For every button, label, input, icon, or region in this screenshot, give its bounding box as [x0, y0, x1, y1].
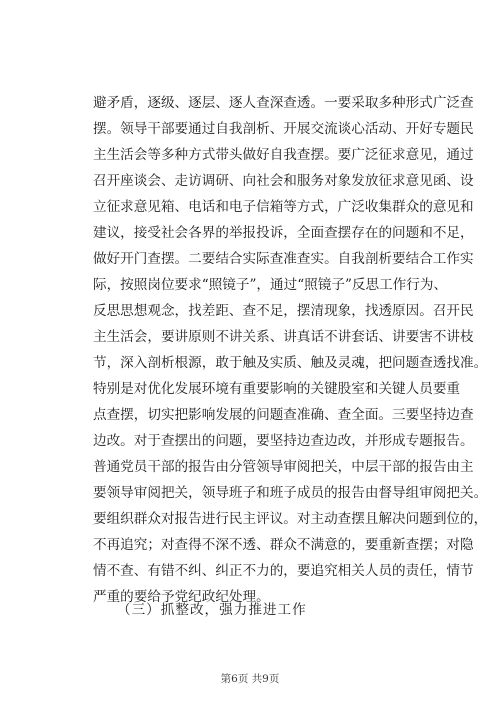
text-line: 主生活会，要讲原则不讲关系、讲真话不讲套话、讲要害不讲枝 — [93, 329, 474, 345]
page-footer: 第6页 共9页 — [220, 673, 280, 685]
text-line: 要领导审阅把关，领导班子和班子成员的报告由督导组审阅把关。 — [93, 485, 488, 501]
text-line: 特别是对优化发展环境有重要影响的关键股室和关键人员要重 — [93, 381, 461, 397]
text-line: 做好开门查摆。二要结合实际查准查实。自我剖析要结合工作实 — [93, 251, 474, 267]
section-heading: （三）抓整改，强力推进工作 — [117, 602, 307, 618]
text-line: 立征求意见箱、电话和电子信箱等方式，广泛收集群众的意见和 — [93, 199, 474, 215]
text-line: 情不查、有错不纠、纠正不力的，要追究相关人员的责任，情节 — [93, 563, 474, 579]
text-line: 要组织群众对报告进行民主评议。对主动查摆且解决问题到位的， — [93, 511, 488, 527]
text-line: 际，按照岗位要求“照镜子”，通过“照镜子”反思工作行为、 — [93, 277, 448, 293]
text-line: 主生活会等多种方式带头做好自我查摆。要广泛征求意见，通过 — [93, 147, 474, 163]
body-paragraph — [93, 90, 488, 610]
text-line: 普通党员干部的报告由分管领导审阅把关，中层干部的报告由主 — [93, 459, 474, 475]
text-line: 严重的要给予党纪政纪处理。 — [93, 589, 270, 605]
text-line: 避矛盾，逐级、逐层、逐人查深查透。一要采取多种形式广泛查 — [93, 95, 474, 111]
text-line: 召开座谈会、走访调研、向社会和服务对象发放征求意见函、设 — [93, 173, 474, 189]
text-line: 建议，接受社会各界的举报投诉，全面查摆存在的问题和不足， — [93, 225, 474, 241]
text-line: 点查摆，切实把影响发展的问题查准确、查全面。三要坚持边查 — [93, 407, 474, 423]
text-line: 不再追究；对查得不深不透、群众不满意的，要重新查摆；对隐 — [93, 537, 474, 553]
text-line: 节，深入剖析根源，敢于触及实质、触及灵魂，把问题查透找准。 — [93, 355, 488, 371]
text-line: 边改。对于查摆出的问题，要坚持边查边改，并形成专题报告。 — [93, 433, 474, 449]
text-line: 反思思想观念，找差距、查不足，摆清现象，找透原因。召开民 — [93, 303, 474, 319]
text-line: 摆。领导干部要通过自我剖析、开展交流谈心活动、开好专题民 — [93, 121, 474, 137]
